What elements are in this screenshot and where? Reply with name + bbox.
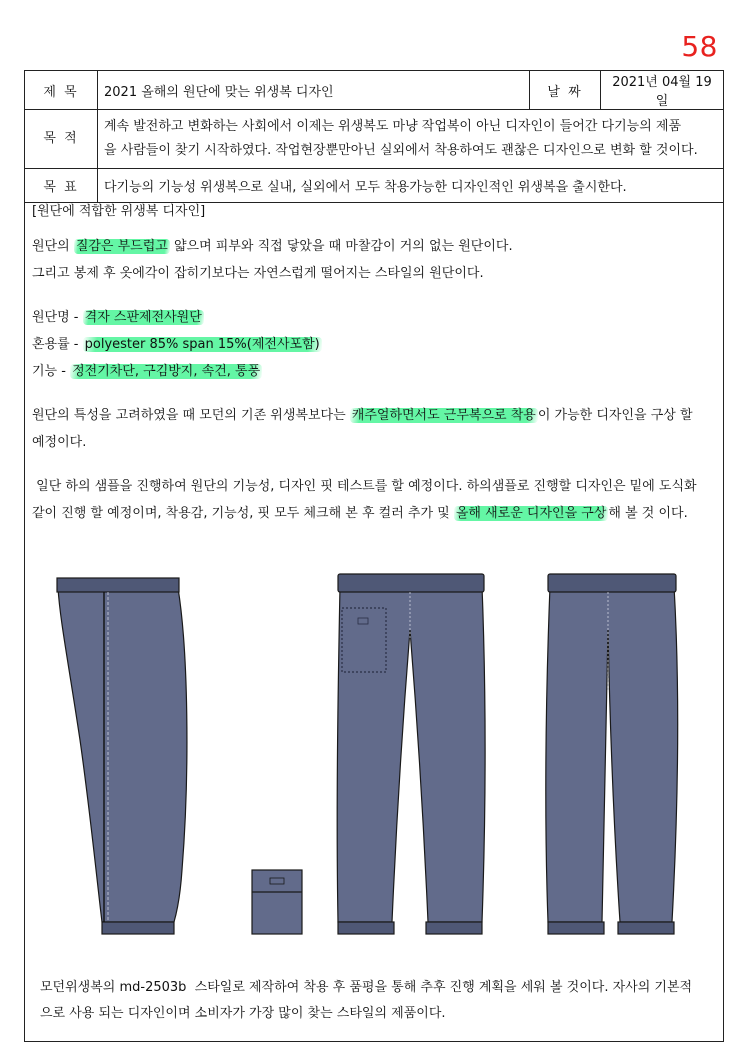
pocket-detail-body — [252, 870, 302, 934]
text-run: 원단의 — [32, 239, 74, 254]
fabric-blend-label: 혼용률 - — [32, 337, 83, 352]
section-title: [원단에 적합한 위생복 디자인] — [32, 204, 206, 219]
highlight-new-design: 올해 새로운 디자인을 구상 — [455, 506, 607, 521]
back-view-left-cuff — [548, 922, 604, 934]
title-row — [25, 71, 724, 110]
front-view-left-cuff — [338, 922, 394, 934]
design-plan-line-2: 예정이다. — [32, 435, 87, 450]
fabric-name-line — [32, 304, 716, 331]
footer-line-2: 으로 사용 되는 디자인이며 소비자가 가장 많이 찾는 스타일의 제품이다. — [40, 1006, 446, 1021]
purpose-row — [25, 110, 724, 169]
sample-plan-line-2 — [32, 500, 716, 527]
text-run: 원단의 특성을 고려하였을 때 모던의 기존 위생복보다는 — [32, 408, 350, 423]
title-value: 2021 올해의 원단에 맞는 위생복 디자인 — [98, 71, 530, 110]
sample-plan-line-1: 일단 하의 샘플을 진행하여 원단의 기능성, 디자인 핏 테스트를 할 예정이다. 하의샘플로 진행할 디자인은 밑에 도식화 — [32, 479, 697, 494]
side-view-waistband — [57, 578, 179, 592]
purpose-label: 목 적 — [25, 110, 98, 169]
side-view-body — [58, 588, 187, 922]
purpose-line-2: 을 사람들이 찾기 시작하였다. 작업현장뿐만아닌 실외에서 착용하여도 괜찮은 디자인으로 변화 할 것이다. — [104, 143, 698, 158]
pants-technical-drawings — [40, 570, 720, 950]
goal-label: 목 표 — [25, 169, 98, 203]
highlight-fabric-name: 격자 스판제전사원단 — [84, 310, 202, 325]
highlight-texture: 질감은 부드럽고 — [75, 239, 168, 254]
front-view-waistband — [338, 574, 484, 592]
design-plan-line-1 — [32, 402, 716, 429]
body-content — [32, 198, 716, 527]
purpose-line-1: 계속 발전하고 변화하는 사회에서 이제는 위생복도 마냥 작업복이 아닌 디자인이 들어간 다기능의 제품 — [104, 119, 682, 134]
front-view-right-cuff — [426, 922, 482, 934]
highlight-fabric-function: 정전기차단, 구김방지, 속건, 통풍 — [72, 364, 261, 379]
fabric-function-label: 기능 - — [32, 364, 71, 379]
side-view-cuff — [102, 922, 174, 934]
page-number: 58 — [681, 30, 718, 63]
footer-line-1: 모던위생복의 md-2503b 스타일로 제작하여 착용 후 품평을 통해 추후 진행 계획을 세워 볼 것이다. 자사의 기본적 — [40, 980, 693, 995]
date-label: 날 짜 — [530, 71, 601, 110]
highlight-casual-workwear: 캐주얼하면서도 근무복으로 착용 — [351, 408, 536, 423]
back-view-waistband — [548, 574, 676, 592]
header-table — [24, 70, 724, 203]
text-run: 이 가능한 디자인을 구상 할 — [537, 408, 693, 423]
fabric-name-label: 원단명 - — [32, 310, 83, 325]
goal-value: 다기능의 기능성 위생복으로 실내, 실외에서 모두 착용가능한 디자인적인 위생복을 출시한다. — [98, 169, 724, 203]
back-view-right-cuff — [618, 922, 674, 934]
highlight-fabric-blend: polyester 85% span 15%(제전사포함) — [84, 337, 320, 352]
text-run: 같이 진행 할 예정이며, 착용감, 기능성, 핏 모두 체크해 본 후 컬러 추가 및 — [32, 506, 454, 521]
title-label: 제 목 — [25, 71, 98, 110]
purpose-value — [98, 110, 724, 169]
pants-side-view — [57, 578, 187, 934]
back-view-body — [546, 586, 678, 922]
fabric-function-line — [32, 358, 716, 385]
fabric-description-line-2: 그리고 봉제 후 옷에각이 잡히기보다는 자연스럽게 떨어지는 스타일의 원단이다. — [32, 266, 484, 281]
text-run: 해 볼 것 이다. — [608, 506, 688, 521]
fabric-blend-line — [32, 331, 716, 358]
fabric-description-line-1 — [32, 233, 716, 260]
text-run: 얇으며 피부와 직접 닿았을 때 마찰감이 거의 없는 원단이다. — [169, 239, 513, 254]
footer-text — [40, 975, 720, 1027]
pants-back-view — [546, 574, 678, 934]
date-value: 2021년 04월 19일 — [601, 71, 724, 110]
pocket-detail — [252, 870, 302, 934]
front-view-body — [337, 586, 485, 922]
pants-front-view — [337, 574, 485, 934]
